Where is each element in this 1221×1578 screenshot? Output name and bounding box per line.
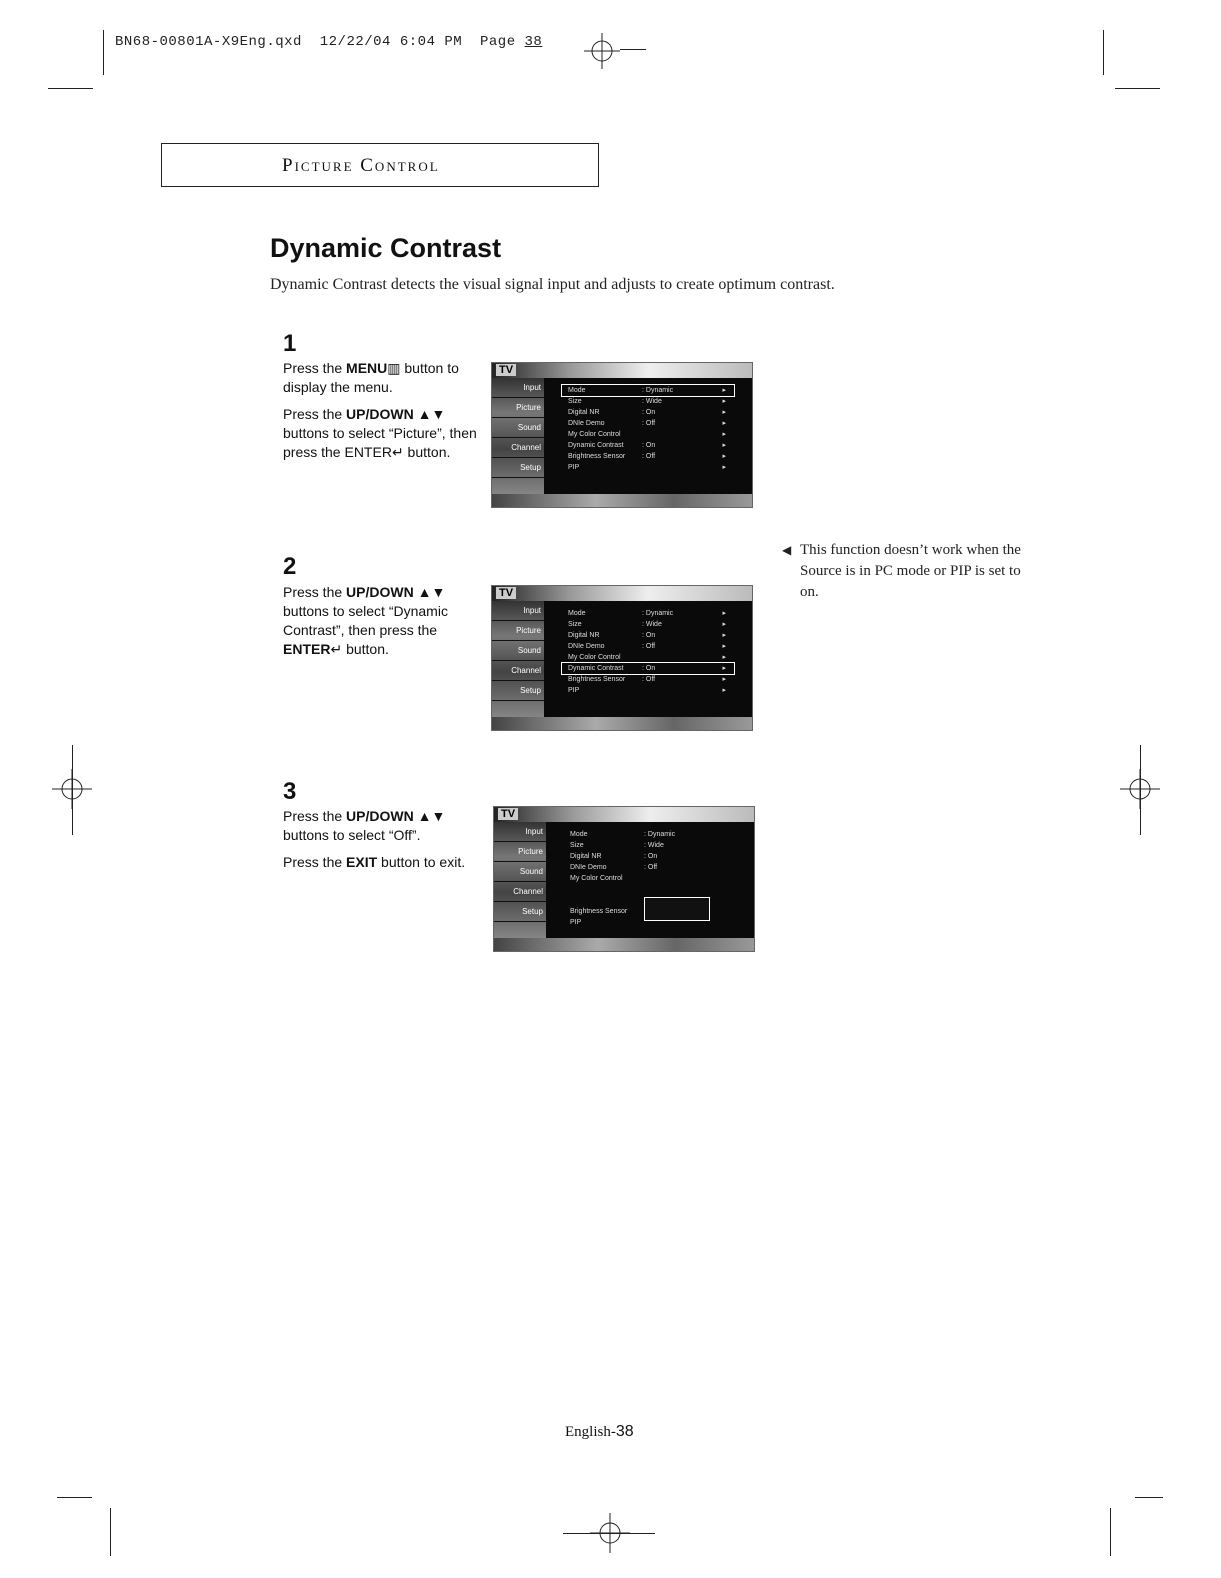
file-time: 6:04 PM (399, 34, 463, 50)
page-footer (565, 1423, 634, 1441)
enter-button-icon: ↵ (330, 641, 343, 657)
side-item: Sound (494, 862, 546, 882)
arrow-icon: ▸ (722, 431, 726, 438)
arrow-icon: ▸ (722, 409, 726, 416)
intro-text: Dynamic Contrast detects the visual signal input and adjusts to create optimum contrast. (270, 276, 835, 293)
menu-rows (562, 385, 734, 473)
arrow-icon: ▸ (722, 420, 726, 427)
footer-page-number: 38 (615, 1423, 634, 1440)
menu-bottombar (492, 717, 752, 730)
menu-button-icon: ▥ (387, 360, 401, 376)
side-item: Input (494, 822, 546, 842)
menu-row: My Color Control (570, 875, 623, 882)
trim-mark-bottom-right-v (1110, 1508, 1111, 1556)
page-title: Dynamic Contrast (270, 233, 502, 263)
side-item: Channel (494, 882, 546, 902)
menu-topbar (492, 363, 752, 378)
side-item: Setup (492, 681, 544, 701)
tv-logo: TV (496, 364, 516, 376)
trim-mark-bottom-left-v (110, 1508, 111, 1556)
step-2-number: 2 (283, 553, 297, 580)
menu-row: Digital NR : On ▸ (568, 632, 726, 639)
step-2-para-1: Press the UP/DOWN ▲▼ buttons to select “Dynamic Contrast”, then press the ENTER↵ button. (283, 584, 448, 657)
menu-topbar (492, 586, 752, 601)
side-item: Sound (492, 641, 544, 661)
menu-row: Digital NR : On ▸ (568, 409, 726, 416)
step-3-text (283, 807, 483, 880)
section-header-box (161, 143, 599, 187)
file-header (115, 34, 542, 50)
arrow-icon: ▸ (722, 453, 726, 460)
menu-row: Digital NR : On (570, 853, 658, 860)
side-item: Channel (492, 661, 544, 681)
trim-mark-top-right-h (1115, 88, 1160, 89)
trim-mark-top-left-v (103, 30, 104, 75)
arrow-icon: ▸ (722, 398, 726, 405)
arrow-icon: ▸ (722, 442, 726, 449)
menu-sidebar (492, 378, 544, 496)
header-rule (620, 49, 646, 50)
menu-row: Brightness Sensor : Off ▸ (568, 676, 726, 683)
side-item: Setup (492, 458, 544, 478)
menu-row: Size : Wide ▸ (568, 621, 726, 628)
menu-row: My Color Control ▸ (568, 654, 726, 661)
menu-row: Brightness Sensor (570, 908, 628, 915)
menu-row: My Color Control ▸ (568, 431, 726, 438)
menu-rows (562, 608, 734, 696)
file-name: BN68-00801A-X9Eng.qxd (115, 34, 302, 50)
section-title: Picture Control (282, 155, 440, 176)
side-item: Picture (494, 842, 546, 862)
arrow-icon: ▸ (722, 464, 726, 471)
menu-row: Size : Wide (570, 842, 664, 849)
arrow-icon: ▸ (722, 643, 726, 650)
menu-screenshot-2 (491, 585, 753, 731)
menu-row: PIP ▸ (568, 687, 726, 694)
menu-row: Dynamic Contrast : On ▸ (562, 663, 734, 674)
menu-row: Brightness Sensor : Off ▸ (568, 453, 726, 460)
note-bullet-icon: ◀ (782, 543, 792, 557)
file-page-label: Page (480, 34, 516, 50)
menu-row: DNIe Demo : Off ▸ (568, 420, 726, 427)
trim-mark-bottom-right-h (1135, 1497, 1163, 1498)
tv-logo: TV (498, 808, 518, 820)
menu-screenshot-1 (491, 362, 753, 508)
reg-line-left (72, 745, 73, 835)
registration-mark-icon (582, 31, 622, 71)
arrow-icon: ▸ (722, 665, 726, 672)
enter-button-icon: ↵ (391, 444, 404, 460)
menu-topbar (494, 807, 754, 822)
step-2-text (283, 583, 483, 667)
arrow-icon: ▸ (722, 632, 726, 639)
side-item: Channel (492, 438, 544, 458)
side-item: Picture (492, 398, 544, 418)
menu-row: Mode : Dynamic (570, 831, 676, 838)
note-text: This function doesn’t work when the Source is in PC mode or PIP is set to on. (800, 542, 1021, 600)
tv-logo: TV (496, 587, 516, 599)
menu-row: DNIe Demo : Off (570, 864, 658, 871)
trim-mark-bottom-left-h (57, 1497, 92, 1498)
step-3-para-2: Press the EXIT button to exit. (283, 854, 466, 870)
menu-row: PIP ▸ (568, 464, 726, 471)
step-3-number: 3 (283, 778, 297, 805)
menu-row: DNIe Demo : Off ▸ (568, 643, 726, 650)
menu-row: Size : Wide ▸ (568, 398, 726, 405)
arrow-icon: ▸ (722, 687, 726, 694)
side-item: Setup (494, 902, 546, 922)
file-page-num: 38 (524, 34, 543, 50)
menu-sidebar (494, 822, 546, 940)
reg-line-bottom (563, 1533, 655, 1534)
menu-sidebar (492, 601, 544, 719)
arrow-icon: ▸ (722, 621, 726, 628)
arrow-icon: ▸ (722, 610, 726, 617)
step-3-para-1: Press the UP/DOWN ▲▼ buttons to select “Off”. (283, 808, 446, 843)
arrow-icon: ▸ (722, 387, 726, 394)
side-item: Input (492, 601, 544, 621)
step-1-para-1: Press the MENU▥ button to display the menu. (283, 360, 459, 395)
menu-row: Mode : Dynamic ▸ (562, 385, 734, 396)
trim-mark-top-left-h (48, 88, 93, 89)
menu-row: Dynamic Contrast : On ▸ (568, 442, 726, 449)
arrow-icon: ▸ (722, 654, 726, 661)
side-item: Sound (492, 418, 544, 438)
step-1-text (283, 359, 483, 470)
reg-line-right (1140, 745, 1141, 835)
file-date: 12/22/04 (319, 34, 391, 50)
trim-mark-top-right-v (1103, 30, 1104, 75)
side-item: Picture (492, 621, 544, 641)
menu-screenshot-3 (493, 806, 755, 952)
menu-bottombar (492, 494, 752, 507)
option-popup (644, 897, 710, 921)
step-1-para-2: Press the UP/DOWN ▲▼ buttons to select “Picture”, then press the ENTER↵ button. (283, 406, 477, 460)
menu-row: Mode : Dynamic ▸ (568, 610, 726, 617)
menu-row: PIP (570, 919, 582, 926)
step-1-number: 1 (283, 330, 297, 357)
menu-bottombar (494, 938, 754, 951)
arrow-icon: ▸ (722, 676, 726, 683)
footer-lang: English- (565, 1424, 616, 1440)
side-item: Input (492, 378, 544, 398)
